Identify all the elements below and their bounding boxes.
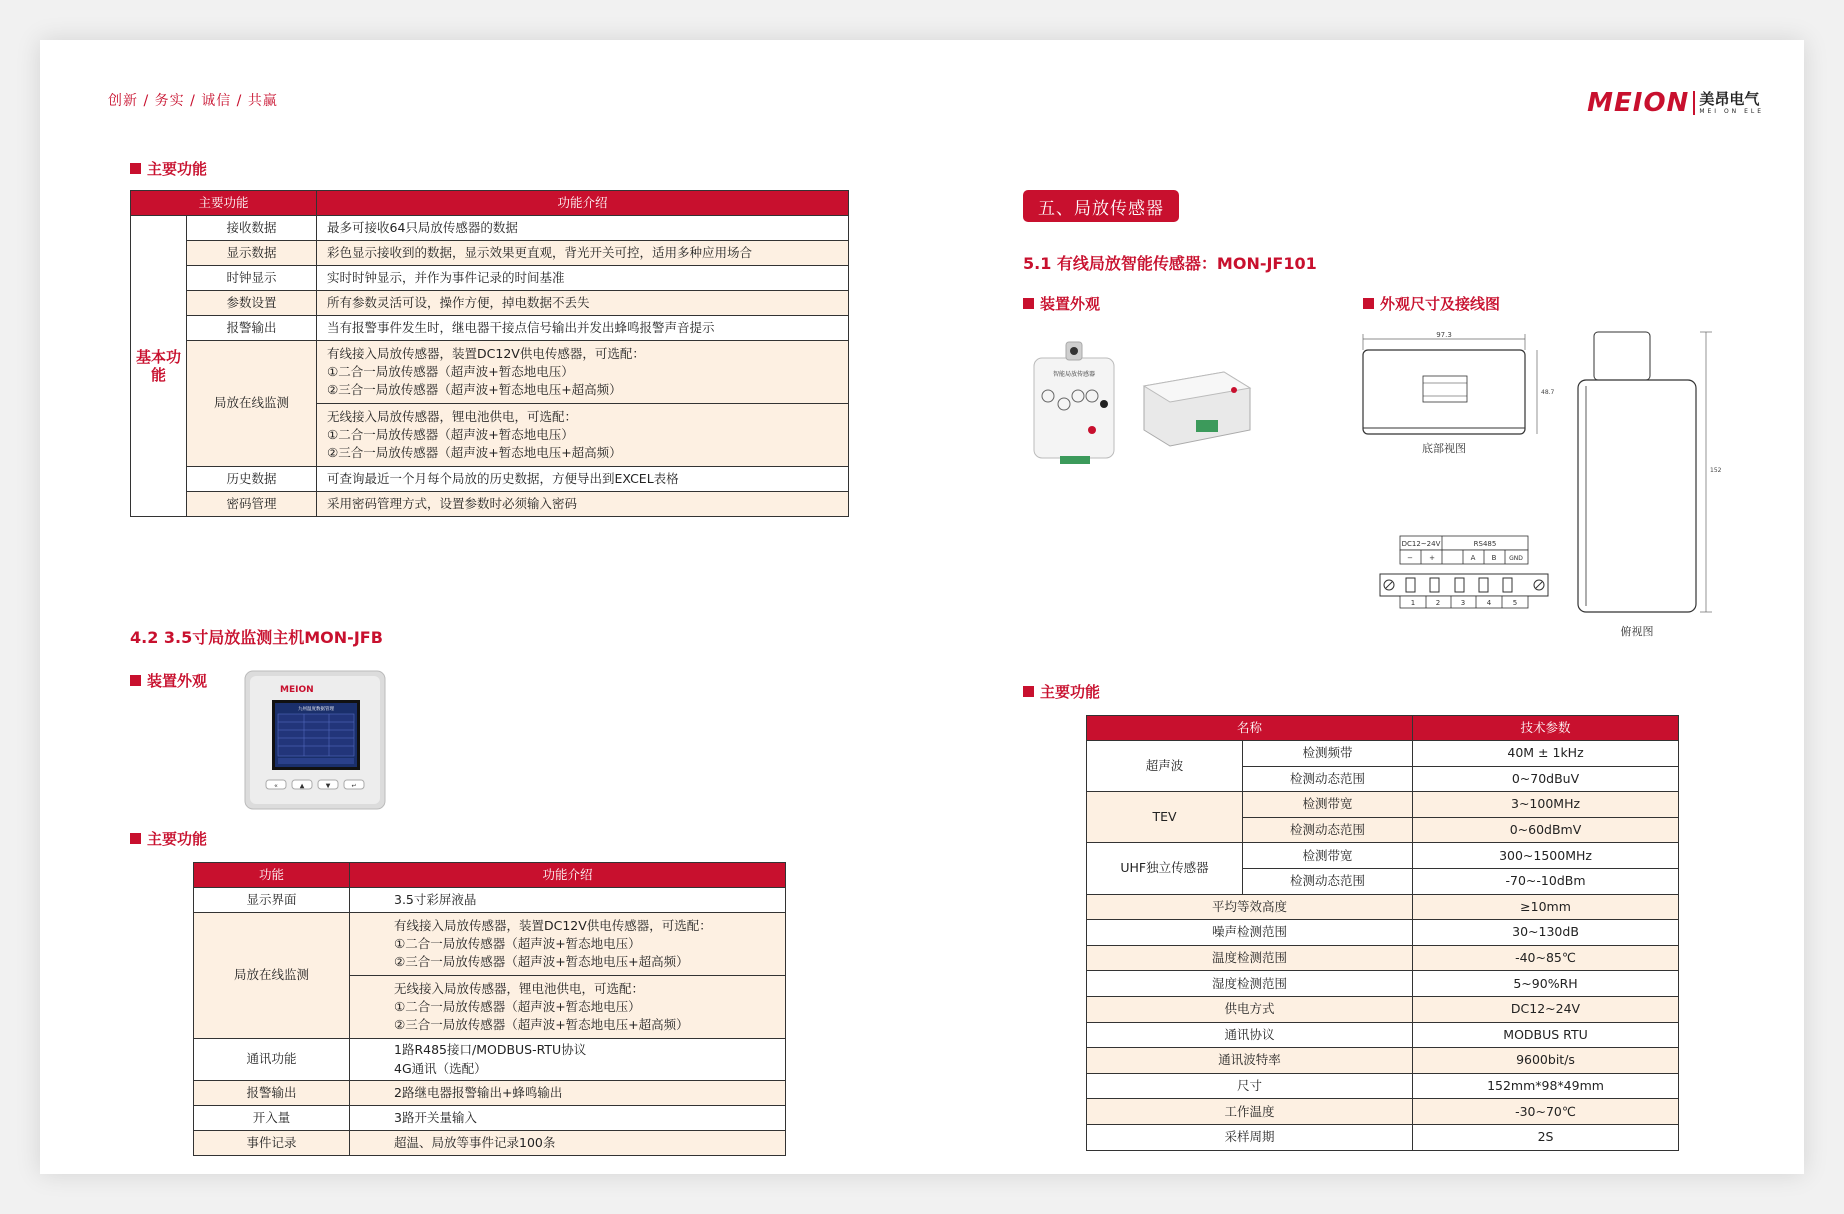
spec-name: 湿度检测范围: [1087, 971, 1413, 997]
terminal-number: 2: [1435, 599, 1441, 607]
terminal-number: 1: [1410, 599, 1416, 607]
svg-text:«: «: [274, 782, 278, 790]
section-4-2-title: 4.2 3.5寸局放监测主机MON-JFB: [130, 628, 383, 647]
spec-sub: 检测带宽: [1243, 792, 1413, 818]
spec-sub: 检测频带: [1243, 741, 1413, 767]
svg-text:▼: ▼: [325, 782, 331, 790]
logo-cn: 美昂电气: [1699, 89, 1760, 108]
height-dimension: 48.7: [1541, 389, 1555, 396]
left-main-function-title-2: 主要功能: [130, 828, 207, 849]
bullet-square-icon: [130, 163, 141, 174]
function-desc: 有线接入局放传感器，装置DC12V供电传感器，可选配： ①二合一局放传感器（超声波+暂态地电压） ②三合一局放传感器（超声波+暂态地电压+超高频）: [350, 913, 786, 976]
terminal-number: 5: [1512, 599, 1518, 607]
function-desc: 所有参数灵活可设，操作方便，掉电数据不丢失: [317, 291, 849, 316]
logo-sub: [1699, 89, 1764, 115]
spec-value: 300~1500MHz: [1413, 843, 1679, 869]
function-name: 局放在线监测: [187, 341, 317, 467]
pin-label: GND: [1509, 555, 1523, 562]
brochure-page: [40, 40, 1804, 1174]
table-header: 技术参数: [1413, 716, 1679, 741]
spec-group: 超声波: [1087, 741, 1243, 792]
function-name: 显示界面: [194, 888, 350, 913]
category-cell: 基本功能: [131, 216, 187, 517]
monitor-host-image: [244, 670, 386, 810]
spec-sub: 检测带宽: [1243, 843, 1413, 869]
function-name: 开入量: [194, 1106, 350, 1131]
bullet-square-icon: [1023, 298, 1034, 309]
svg-text:MEION: MEION: [280, 685, 314, 695]
right-main-function-title: 主要功能: [1023, 681, 1100, 702]
spec-name: 平均等效高度: [1087, 894, 1413, 920]
function-name: 报警输出: [187, 316, 317, 341]
power-label: DC12~24V: [1401, 540, 1441, 548]
left-appearance-title: 装置外观: [130, 670, 207, 691]
side-view-label: 俯视图: [1620, 625, 1654, 638]
spec-value: 0~70dBuV: [1413, 766, 1679, 792]
function-desc: 超温、局放等事件记录100条: [350, 1131, 786, 1156]
sensor-images: [1020, 338, 1280, 478]
pin-label: A: [1470, 554, 1476, 562]
spec-name: 采样周期: [1087, 1124, 1413, 1150]
slogan: 创新 / 务实 / 诚信 / 共赢: [108, 93, 278, 109]
spec-name: 通讯协议: [1087, 1022, 1413, 1048]
spec-name: 供电方式: [1087, 996, 1413, 1022]
table-header: 名称: [1087, 716, 1413, 741]
spec-value: -40~85℃: [1413, 945, 1679, 971]
function-desc: 无线接入局放传感器，锂电池供电，可选配： ①二合一局放传感器（超声波+暂态地电压） ②三合一局放传感器（超声波+暂态地电压+超高频）: [317, 404, 849, 467]
bullet-square-icon: [1363, 298, 1374, 309]
function-name: 接收数据: [187, 216, 317, 241]
function-name: 历史数据: [187, 467, 317, 492]
spec-value: -70~-10dBm: [1413, 868, 1679, 894]
sensor-spec-table: [1086, 715, 1679, 1151]
table-header: 主要功能: [131, 191, 317, 216]
spec-value: 30~130dB: [1413, 920, 1679, 946]
basic-function-table: [130, 190, 849, 517]
spec-sub: 检测动态范围: [1243, 817, 1413, 843]
function-desc: 可查询最近一个月每个局放的历史数据，方便导出到EXCEL表格: [317, 467, 849, 492]
chapter-title: 五、局放传感器: [1023, 190, 1179, 222]
bullet-square-icon: [130, 833, 141, 844]
spec-name: 温度检测范围: [1087, 945, 1413, 971]
function-desc: 3.5寸彩屏液晶: [350, 888, 786, 913]
spec-sub: 检测动态范围: [1243, 766, 1413, 792]
spec-value: ≥10mm: [1413, 894, 1679, 920]
function-desc: 采用密码管理方式，设置参数时必须输入密码: [317, 492, 849, 517]
spec-name: 尺寸: [1087, 1073, 1413, 1099]
function-desc: 2路继电器报警输出+蜂鸣输出: [350, 1081, 786, 1106]
spec-value: 5~90%RH: [1413, 971, 1679, 997]
function-name: 报警输出: [194, 1081, 350, 1106]
bottom-view-label: 底部视图: [1422, 442, 1466, 455]
logo-text: MEION: [1587, 88, 1690, 118]
function-desc: 3路开关量输入: [350, 1106, 786, 1131]
terminal-number: 4: [1486, 599, 1492, 607]
function-name: 参数设置: [187, 291, 317, 316]
function-desc: 无线接入局放传感器，锂电池供电，可选配： ①二合一局放传感器（超声波+暂态地电压） ②三合一局放传感器（超声波+暂态地电压+超高频）: [350, 976, 786, 1039]
function-desc: 1路R485接口/MODBUS-RTU协议 4G通讯（选配）: [350, 1039, 786, 1081]
table-header: 功能: [194, 863, 350, 888]
spec-value: 3~100MHz: [1413, 792, 1679, 818]
function-name: 事件记录: [194, 1131, 350, 1156]
function-name: 局放在线监测: [194, 913, 350, 1039]
spec-group: TEV: [1087, 792, 1243, 843]
side-dimension: 152: [1710, 467, 1722, 474]
pin-label: −: [1407, 554, 1413, 562]
spec-sub: 检测动态范围: [1243, 868, 1413, 894]
company-logo: [1587, 88, 1764, 118]
function-name: 时钟显示: [187, 266, 317, 291]
table-header: 功能介绍: [350, 863, 786, 888]
function-desc: 有线接入局放传感器，装置DC12V供电传感器，可选配： ①二合一局放传感器（超声波+暂态地电压） ②三合一局放传感器（超声波+暂态地电压+超高频）: [317, 341, 849, 404]
table-header: 功能介绍: [317, 191, 849, 216]
comm-label: RS485: [1473, 540, 1497, 548]
svg-text:↵: ↵: [351, 782, 357, 790]
host-function-table: [193, 862, 786, 1156]
svg-text:▲: ▲: [299, 782, 305, 790]
left-main-function-title: 主要功能: [130, 158, 207, 179]
bullet-square-icon: [1023, 686, 1034, 697]
function-desc: 实时时钟显示，并作为事件记录的时间基准: [317, 266, 849, 291]
terminal-number: 3: [1460, 599, 1466, 607]
spec-name: 噪声检测范围: [1087, 920, 1413, 946]
spec-value: MODBUS RTU: [1413, 1022, 1679, 1048]
spec-value: 0~60dBmV: [1413, 817, 1679, 843]
spec-name: 通讯波特率: [1087, 1048, 1413, 1074]
sensor-label: 智能局放传感器: [1052, 371, 1096, 378]
spec-value: 40M ± 1kHz: [1413, 741, 1679, 767]
spec-value: DC12~24V: [1413, 996, 1679, 1022]
spec-value: 152mm*98*49mm: [1413, 1073, 1679, 1099]
function-name: 密码管理: [187, 492, 317, 517]
function-name: 通讯功能: [194, 1039, 350, 1081]
dimension-title: 外观尺寸及接线图: [1363, 293, 1500, 314]
logo-en: MEI ON ELE: [1699, 107, 1764, 115]
spec-value: 2S: [1413, 1124, 1679, 1150]
spec-name: 工作温度: [1087, 1099, 1413, 1125]
pin-label: B: [1491, 554, 1497, 562]
device-screen-title: 九州温度数据管理: [298, 707, 334, 712]
bullet-square-icon: [130, 675, 141, 686]
right-appearance-title: 装置外观: [1023, 293, 1100, 314]
spec-value: -30~70℃: [1413, 1099, 1679, 1125]
logo-divider: [1693, 91, 1695, 115]
pin-label: +: [1429, 554, 1435, 562]
function-desc: 彩色显示接收到的数据，显示效果更直观，背光开关可控，适用多种应用场合: [317, 241, 849, 266]
spec-group: UHF独立传感器: [1087, 843, 1243, 894]
function-name: 显示数据: [187, 241, 317, 266]
width-dimension: 97.3: [1436, 331, 1452, 339]
function-desc: 最多可接收64只局放传感器的数据: [317, 216, 849, 241]
spec-value: 9600bit/s: [1413, 1048, 1679, 1074]
section-5-1-title: 5.1 有线局放智能传感器：MON-JF101: [1023, 254, 1317, 273]
function-desc: 当有报警事件发生时，继电器干接点信号输出并发出蜂鸣报警声音提示: [317, 316, 849, 341]
dimension-drawing: [1360, 330, 1780, 690]
